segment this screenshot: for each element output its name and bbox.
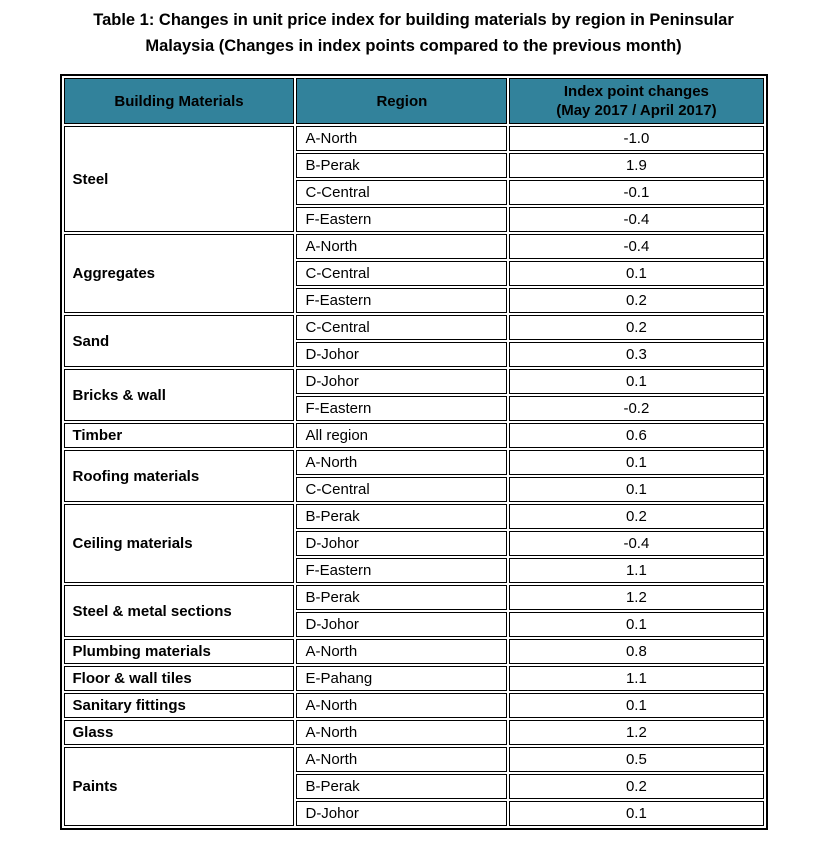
region-cell: B-Perak xyxy=(296,774,507,799)
table-row xyxy=(64,234,764,259)
table-row xyxy=(64,639,764,664)
table-row xyxy=(64,423,764,448)
index-change-cell: -1.0 xyxy=(509,126,763,151)
column-header-index-changes xyxy=(509,78,763,124)
table-row xyxy=(64,450,764,475)
region-cell: B-Perak xyxy=(296,585,507,610)
index-change-cell: 0.2 xyxy=(509,774,763,799)
index-change-cell: -0.4 xyxy=(509,207,763,232)
table-row xyxy=(64,693,764,718)
region-cell: A-North xyxy=(296,747,507,772)
index-change-cell: 1.1 xyxy=(509,558,763,583)
table-title xyxy=(0,7,827,59)
region-cell: A-North xyxy=(296,450,507,475)
material-cell: Aggregates xyxy=(64,234,295,313)
region-cell: D-Johor xyxy=(296,801,507,826)
region-cell: F-Eastern xyxy=(296,207,507,232)
column-header-index-line2: (May 2017 / April 2017) xyxy=(556,102,717,119)
column-header-region: Region xyxy=(296,78,507,124)
region-cell: D-Johor xyxy=(296,342,507,367)
index-change-cell: -0.1 xyxy=(509,180,763,205)
region-cell: C-Central xyxy=(296,477,507,502)
region-cell: C-Central xyxy=(296,315,507,340)
material-cell: Bricks & wall xyxy=(64,369,295,421)
index-change-cell: 0.2 xyxy=(509,288,763,313)
material-cell: Roofing materials xyxy=(64,450,295,502)
index-change-cell: 1.2 xyxy=(509,585,763,610)
index-change-cell: 0.3 xyxy=(509,342,763,367)
region-cell: A-North xyxy=(296,693,507,718)
material-cell: Timber xyxy=(64,423,295,448)
region-cell: F-Eastern xyxy=(296,288,507,313)
index-change-cell: 0.8 xyxy=(509,639,763,664)
index-change-cell: 1.1 xyxy=(509,666,763,691)
index-change-cell: 0.1 xyxy=(509,612,763,637)
material-cell: Glass xyxy=(64,720,295,745)
region-cell: A-North xyxy=(296,720,507,745)
table-body xyxy=(64,126,764,826)
region-cell: C-Central xyxy=(296,180,507,205)
region-cell: C-Central xyxy=(296,261,507,286)
material-cell: Paints xyxy=(64,747,295,826)
index-change-cell: 0.1 xyxy=(509,261,763,286)
index-change-cell: 1.9 xyxy=(509,153,763,178)
index-change-cell: 0.6 xyxy=(509,423,763,448)
table-row xyxy=(64,720,764,745)
index-change-cell: -0.2 xyxy=(509,396,763,421)
region-cell: D-Johor xyxy=(296,612,507,637)
material-cell: Ceiling materials xyxy=(64,504,295,583)
table-row xyxy=(64,126,764,151)
material-cell: Steel xyxy=(64,126,295,232)
header-row xyxy=(64,78,764,124)
table-title-line2: Malaysia (Changes in index points compared to the previous month) xyxy=(145,37,682,55)
material-cell: Plumbing materials xyxy=(64,639,295,664)
material-cell: Sanitary fittings xyxy=(64,693,295,718)
region-cell: F-Eastern xyxy=(296,396,507,421)
region-cell: A-North xyxy=(296,639,507,664)
materials-table xyxy=(60,74,768,830)
material-cell: Steel & metal sections xyxy=(64,585,295,637)
index-change-cell: 0.1 xyxy=(509,477,763,502)
index-change-cell: 0.2 xyxy=(509,315,763,340)
table-row xyxy=(64,666,764,691)
index-change-cell: -0.4 xyxy=(509,234,763,259)
column-header-index-line1: Index point changes xyxy=(563,83,709,100)
region-cell: B-Perak xyxy=(296,153,507,178)
table-title-line1: Table 1: Changes in unit price index for building materials by region in Peninsular xyxy=(93,11,734,29)
region-cell: D-Johor xyxy=(296,531,507,556)
table-row xyxy=(64,585,764,610)
index-change-cell: 0.1 xyxy=(509,801,763,826)
material-cell: Floor & wall tiles xyxy=(64,666,295,691)
region-cell: D-Johor xyxy=(296,369,507,394)
index-change-cell: 0.1 xyxy=(509,450,763,475)
region-cell: A-North xyxy=(296,234,507,259)
column-header-building-materials: Building Materials xyxy=(64,78,295,124)
index-change-cell: 1.2 xyxy=(509,720,763,745)
table-row xyxy=(64,504,764,529)
region-cell: E-Pahang xyxy=(296,666,507,691)
region-cell: All region xyxy=(296,423,507,448)
table-row xyxy=(64,369,764,394)
table-row xyxy=(64,315,764,340)
index-change-cell: 0.2 xyxy=(509,504,763,529)
material-cell: Sand xyxy=(64,315,295,367)
index-change-cell: 0.1 xyxy=(509,693,763,718)
index-change-cell: 0.5 xyxy=(509,747,763,772)
table-row xyxy=(64,747,764,772)
region-cell: F-Eastern xyxy=(296,558,507,583)
region-cell: A-North xyxy=(296,126,507,151)
index-change-cell: 0.1 xyxy=(509,369,763,394)
index-change-cell: -0.4 xyxy=(509,531,763,556)
region-cell: B-Perak xyxy=(296,504,507,529)
